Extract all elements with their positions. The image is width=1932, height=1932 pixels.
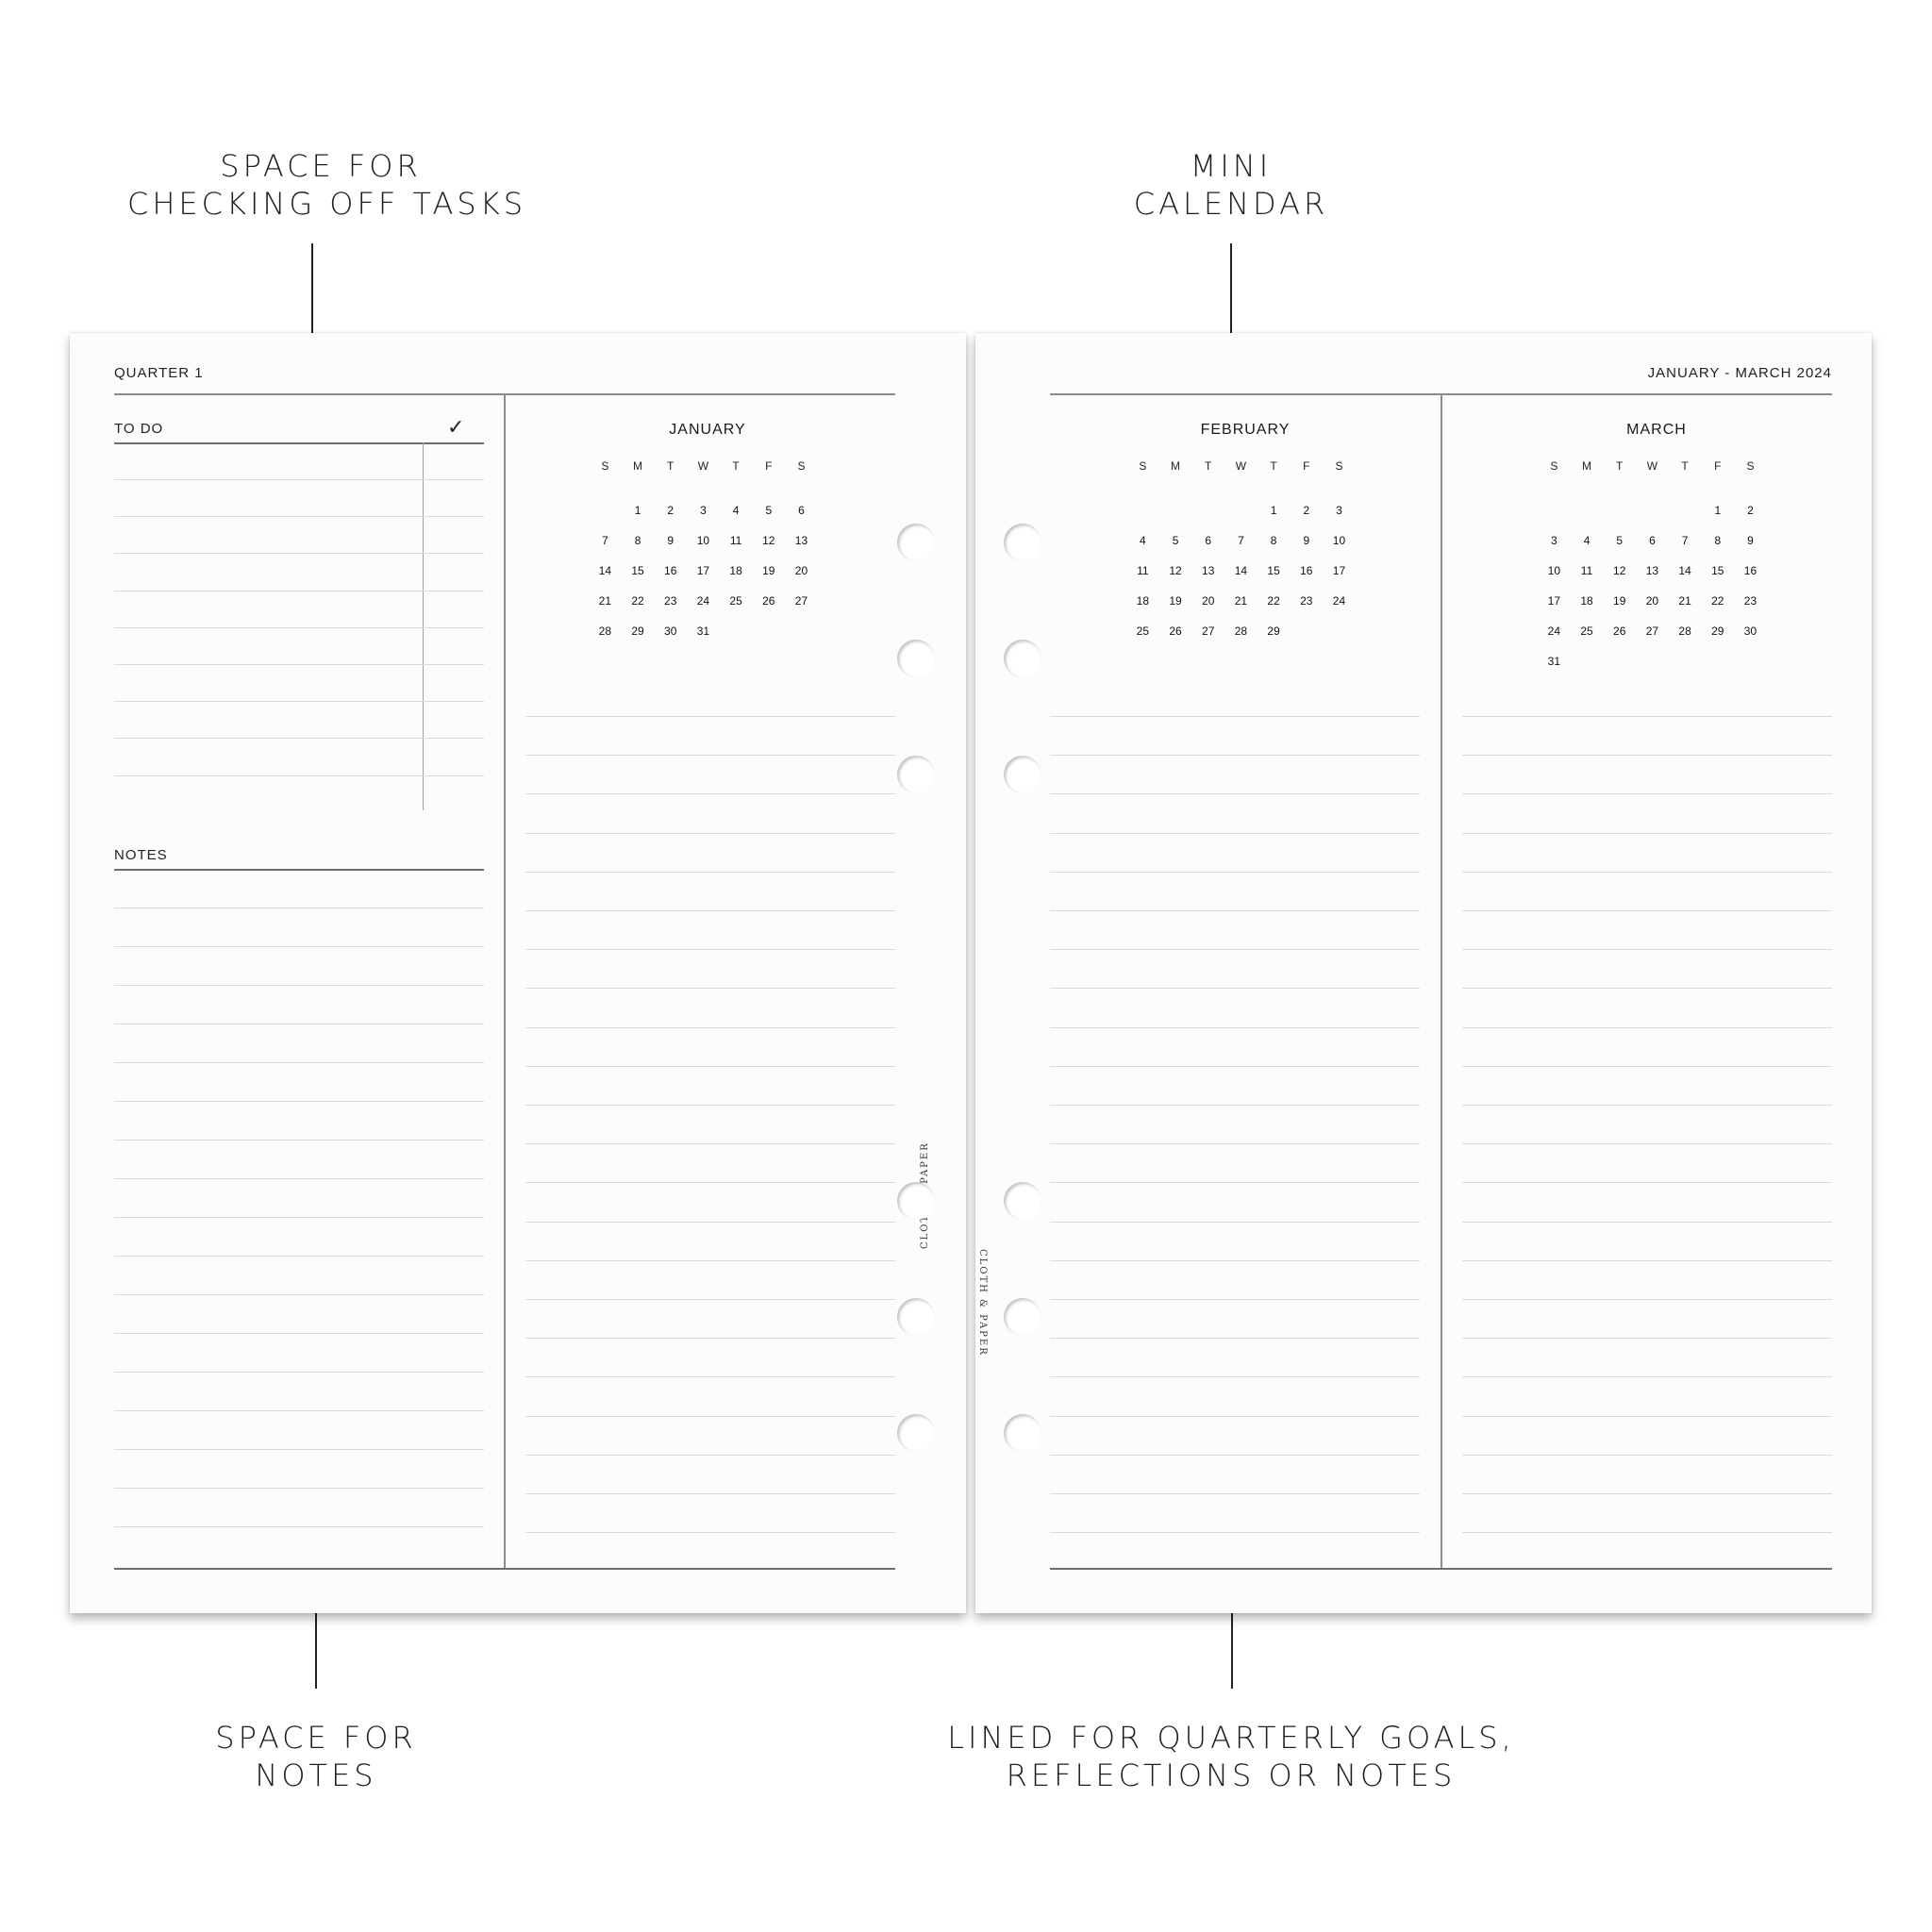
ruled-line: [1462, 910, 1832, 911]
ruled-line: [525, 716, 895, 717]
ruled-line: [1462, 1299, 1832, 1300]
calendar-weekday: T: [1616, 459, 1624, 473]
calendar-month-title: FEBRUARY: [1200, 422, 1291, 438]
calendar-day: 23: [664, 594, 677, 608]
ruled-line: [525, 910, 895, 911]
binder-hole: [1004, 1182, 1041, 1220]
calendar-day: 24: [1332, 594, 1346, 608]
calendar-day: 5: [1616, 534, 1624, 547]
ruled-line: [1462, 1222, 1832, 1223]
ruled-line: [1050, 1260, 1420, 1261]
ruled-line: [114, 1140, 484, 1141]
calendar-day: 25: [729, 594, 742, 608]
ruled-line: [1050, 1376, 1420, 1377]
calendar-day: 13: [794, 534, 808, 547]
ruled-line: [1050, 988, 1420, 989]
ruled-line: [1462, 1182, 1832, 1183]
calendar-grid: [1538, 456, 1775, 676]
ruled-line: [114, 985, 484, 986]
calendar-day: 28: [598, 625, 612, 638]
calendar-day: 29: [1711, 625, 1724, 638]
page-header-date-range: JANUARY - MARCH 2024: [1647, 365, 1832, 381]
ruled-line: [1462, 1027, 1832, 1028]
ruled-line: [525, 1455, 895, 1456]
ruled-line: [114, 1178, 484, 1179]
calendar-weekday: M: [1171, 459, 1181, 473]
calendar-day: 27: [794, 594, 808, 608]
ruled-line: [1050, 1338, 1420, 1339]
calendar-day: 22: [1711, 594, 1724, 608]
mini-calendar-january: [589, 422, 826, 646]
calendar-day: 15: [1267, 564, 1280, 577]
ruled-line: [1050, 872, 1420, 873]
ruled-line: [114, 701, 484, 702]
calendar-day: 4: [732, 504, 740, 517]
mini-calendar-march: [1538, 422, 1775, 676]
calendar-day: 23: [1300, 594, 1313, 608]
ruled-line: [1050, 755, 1420, 756]
mini-calendar-february: [1126, 422, 1364, 646]
ruled-line: [525, 1532, 895, 1533]
calendar-day: 31: [1547, 655, 1561, 668]
calendar-day: 10: [1547, 564, 1561, 577]
calendar-empty-cell: [1126, 495, 1159, 525]
ruled-line: [1462, 793, 1832, 794]
footer-divider: [1050, 1568, 1832, 1570]
calendar-day: 11: [1137, 564, 1149, 577]
binder-hole: [1004, 524, 1041, 561]
calendar-day: 15: [1711, 564, 1724, 577]
ruled-line: [1462, 1066, 1832, 1067]
calendar-day: 19: [1169, 594, 1182, 608]
ruled-line: [1050, 1143, 1420, 1144]
footer-divider: [114, 1568, 895, 1570]
calendar-day: 25: [1136, 625, 1150, 638]
ruled-line: [1462, 872, 1832, 873]
ruled-line: [114, 1526, 484, 1527]
calendar-day: 10: [1332, 534, 1346, 547]
calendar-day: 6: [1205, 534, 1212, 547]
calendar-day: 7: [1681, 534, 1689, 547]
calendar-day: 13: [1202, 564, 1215, 577]
calendar-day: 16: [1300, 564, 1313, 577]
binder-hole: [897, 1414, 935, 1452]
ruled-line: [525, 1105, 895, 1106]
ruled-line: [114, 1101, 484, 1102]
calendar-empty-cell: [1636, 495, 1669, 525]
calendar-weekday: T: [667, 459, 675, 473]
calendar-day: 5: [765, 504, 773, 517]
ruled-line: [114, 553, 484, 554]
binder-hole: [1004, 640, 1041, 677]
annotation-notes: [165, 1719, 467, 1794]
calendar-day: 17: [696, 564, 710, 577]
annotation-mini-calendar-line-2: CALENDAR: [1133, 186, 1329, 222]
calendar-day: 18: [1580, 594, 1593, 608]
calendar-day: 18: [1136, 594, 1150, 608]
calendar-day: 1: [1270, 504, 1277, 517]
calendar-day: 4: [1583, 534, 1591, 547]
calendar-day: 3: [700, 504, 707, 517]
calendar-day: 8: [1270, 534, 1277, 547]
ruled-line: [525, 793, 895, 794]
calendar-weekday: T: [1681, 459, 1689, 473]
brand-imprint: CLOTH & PAPER: [977, 1249, 988, 1357]
ruled-line: [525, 833, 895, 834]
ruled-line: [1462, 1105, 1832, 1106]
ruled-line: [525, 1376, 895, 1377]
calendar-day: 7: [602, 534, 608, 547]
calendar-day: 30: [664, 625, 677, 638]
calendar-empty-cell: [1538, 495, 1571, 525]
page-header-quarter: QUARTER 1: [114, 365, 204, 381]
notes-label: NOTES: [114, 847, 168, 863]
calendar-day: 17: [1547, 594, 1561, 608]
ruled-line: [114, 1372, 484, 1373]
calendar-weekday: F: [765, 459, 773, 473]
ruled-line: [525, 988, 895, 989]
calendar-day: 6: [1649, 534, 1656, 547]
annotation-lined-line-1: LINED FOR QUARTERLY GOALS,: [947, 1720, 1515, 1756]
calendar-day: 16: [1743, 564, 1757, 577]
calendar-day: 21: [1678, 594, 1691, 608]
binder-hole: [1004, 756, 1041, 793]
ruled-line: [1050, 1532, 1420, 1533]
ruled-line: [1462, 833, 1832, 834]
calendar-day: 16: [664, 564, 677, 577]
calendar-day: 24: [696, 594, 710, 608]
ruled-line: [1050, 1105, 1420, 1106]
calendar-day: 11: [1580, 564, 1593, 577]
calendar-day: 12: [1613, 564, 1626, 577]
planner-page-left: [70, 333, 966, 1613]
ruled-line: [114, 1062, 484, 1063]
ruled-line: [1050, 716, 1420, 717]
calendar-day: 24: [1547, 625, 1561, 638]
notes-header-rule: [114, 869, 484, 871]
annotation-mini-calendar-line-1: MINI: [1190, 148, 1273, 184]
ruled-line: [1462, 1260, 1832, 1261]
binder-hole: [897, 756, 935, 793]
calendar-weekday: M: [1582, 459, 1592, 473]
calendar-weekday: S: [797, 459, 806, 473]
calendar-day: 25: [1580, 625, 1593, 638]
ruled-line: [114, 1410, 484, 1411]
calendar-day: 7: [1238, 534, 1244, 547]
calendar-day: 19: [1613, 594, 1626, 608]
ruled-line: [114, 1333, 484, 1334]
calendar-day: 3: [1551, 534, 1557, 547]
calendar-weekday: W: [697, 459, 709, 473]
ruled-line: [114, 627, 484, 628]
calendar-month-title: MARCH: [1626, 422, 1687, 438]
ruled-line: [525, 1143, 895, 1144]
annotation-mini-calendar: [1085, 147, 1377, 223]
binder-hole: [897, 1182, 935, 1220]
calendar-day: 26: [1613, 625, 1626, 638]
calendar-day: 29: [1267, 625, 1280, 638]
ruled-line: [1050, 949, 1420, 950]
ruled-line: [114, 1256, 484, 1257]
calendar-day: 26: [762, 594, 775, 608]
ruled-line: [525, 1260, 895, 1261]
ruled-line: [114, 1294, 484, 1295]
ruled-line: [525, 755, 895, 756]
calendar-day: 21: [598, 594, 612, 608]
calendar-day: 20: [794, 564, 808, 577]
ruled-line: [1462, 1455, 1832, 1456]
calendar-weekday: T: [1270, 459, 1277, 473]
ruled-line: [1050, 1493, 1420, 1494]
ruled-line: [1050, 1299, 1420, 1300]
calendar-empty-cell: [1603, 495, 1636, 525]
ruled-line: [1050, 1455, 1420, 1456]
binder-hole: [1004, 1298, 1041, 1336]
calendar-weekday: F: [1303, 459, 1310, 473]
calendar-day: 9: [667, 534, 675, 547]
ruled-line: [114, 1449, 484, 1450]
calendar-weekday: S: [1550, 459, 1558, 473]
ruled-line: [525, 949, 895, 950]
calendar-grid: [589, 456, 826, 646]
ruled-line: [525, 1027, 895, 1028]
ruled-line: [525, 1222, 895, 1223]
ruled-line: [1050, 1182, 1420, 1183]
calendar-day: 9: [1303, 534, 1310, 547]
calendar-day: 8: [634, 534, 641, 547]
calendar-day: 27: [1202, 625, 1215, 638]
ruled-line: [1050, 793, 1420, 794]
ruled-line: [114, 664, 484, 665]
calendar-day: 30: [1743, 625, 1757, 638]
ruled-line: [1462, 1493, 1832, 1494]
annotation-tasks-line-1: SPACE FOR: [220, 148, 422, 184]
todo-header-rule: [114, 442, 484, 444]
ruled-line: [114, 775, 484, 776]
ruled-line: [114, 516, 484, 517]
calendar-month-title: JANUARY: [669, 422, 746, 438]
ruled-line: [525, 1182, 895, 1183]
planner-page-right: [975, 333, 1872, 1613]
ruled-line: [1050, 1027, 1420, 1028]
calendar-day: 5: [1172, 534, 1179, 547]
column-divider: [1441, 393, 1442, 1568]
calendar-day: 10: [696, 534, 710, 547]
calendar-day: 1: [1714, 504, 1722, 517]
binder-hole: [1004, 1414, 1041, 1452]
checkmark-icon: ✓: [447, 416, 465, 440]
annotation-notes-line-1: SPACE FOR: [215, 1720, 417, 1756]
calendar-day: 21: [1234, 594, 1248, 608]
calendar-weekday: W: [1646, 459, 1658, 473]
calendar-day: 4: [1140, 534, 1146, 547]
column-divider: [504, 393, 506, 1568]
calendar-day: 1: [634, 504, 641, 517]
calendar-day: 8: [1714, 534, 1722, 547]
calendar-weekday: F: [1714, 459, 1722, 473]
calendar-day: 19: [762, 564, 775, 577]
calendar-day: 2: [667, 504, 675, 517]
ruled-line: [1050, 1066, 1420, 1067]
calendar-day: 9: [1747, 534, 1754, 547]
calendar-day: 2: [1747, 504, 1754, 517]
ruled-line: [1462, 1338, 1832, 1339]
ruled-line: [525, 1416, 895, 1417]
ruled-line: [1462, 949, 1832, 950]
calendar-day: 20: [1202, 594, 1215, 608]
ruled-line: [1050, 833, 1420, 834]
calendar-weekday: T: [1205, 459, 1212, 473]
calendar-empty-cell: [1159, 495, 1192, 525]
annotation-notes-line-2: NOTES: [255, 1757, 377, 1793]
calendar-day: 12: [762, 534, 775, 547]
ruled-line: [114, 946, 484, 947]
ruled-line: [1462, 1416, 1832, 1417]
ruled-line: [525, 1493, 895, 1494]
calendar-empty-cell: [1571, 495, 1604, 525]
calendar-day: 14: [1678, 564, 1691, 577]
calendar-day: 22: [631, 594, 644, 608]
ruled-line: [1050, 910, 1420, 911]
binder-hole: [897, 1298, 935, 1336]
calendar-day: 3: [1336, 504, 1342, 517]
ruled-line: [525, 1338, 895, 1339]
calendar-weekday: S: [601, 459, 609, 473]
calendar-day: 13: [1645, 564, 1659, 577]
calendar-day: 28: [1678, 625, 1691, 638]
ruled-line: [1050, 1222, 1420, 1223]
calendar-empty-cell: [1191, 495, 1224, 525]
binder-hole: [897, 640, 935, 677]
calendar-empty-cell: [589, 495, 622, 525]
ruled-line: [1462, 1376, 1832, 1377]
calendar-day: 14: [598, 564, 612, 577]
calendar-day: 22: [1267, 594, 1280, 608]
ruled-line: [1462, 716, 1832, 717]
ruled-line: [114, 479, 484, 480]
calendar-empty-cell: [1224, 495, 1257, 525]
calendar-day: 12: [1169, 564, 1182, 577]
annotation-tasks: [127, 147, 527, 223]
calendar-grid: [1126, 456, 1364, 646]
ruled-line: [114, 1488, 484, 1489]
calendar-weekday: M: [633, 459, 643, 473]
calendar-day: 15: [631, 564, 644, 577]
calendar-weekday: S: [1746, 459, 1755, 473]
calendar-day: 18: [729, 564, 742, 577]
calendar-day: 20: [1645, 594, 1659, 608]
ruled-line: [1050, 1416, 1420, 1417]
ruled-line: [525, 872, 895, 873]
calendar-weekday: W: [1235, 459, 1247, 473]
calendar-day: 6: [798, 504, 805, 517]
ruled-line: [1462, 988, 1832, 989]
ruled-line: [114, 1217, 484, 1218]
calendar-day: 29: [631, 625, 644, 638]
calendar-day: 14: [1234, 564, 1248, 577]
binder-hole: [897, 524, 935, 561]
calendar-day: 28: [1234, 625, 1248, 638]
ruled-line: [1462, 755, 1832, 756]
calendar-weekday: S: [1139, 459, 1147, 473]
ruled-line: [525, 1066, 895, 1067]
annotation-tasks-line-2: CHECKING OFF TASKS: [127, 186, 527, 222]
ruled-line: [1462, 1143, 1832, 1144]
calendar-day: 2: [1303, 504, 1310, 517]
ruled-line: [1462, 1532, 1832, 1533]
calendar-day: 27: [1645, 625, 1659, 638]
calendar-day: 26: [1169, 625, 1182, 638]
todo-label: TO DO: [114, 421, 164, 437]
calendar-day: 17: [1332, 564, 1346, 577]
calendar-day: 31: [696, 625, 710, 638]
ruled-line: [114, 738, 484, 739]
calendar-weekday: S: [1335, 459, 1343, 473]
calendar-empty-cell: [1669, 495, 1702, 525]
calendar-day: 11: [729, 534, 742, 547]
calendar-weekday: T: [732, 459, 740, 473]
calendar-day: 23: [1743, 594, 1757, 608]
annotation-lined: [934, 1719, 1528, 1794]
annotation-lined-line-2: REFLECTIONS OR NOTES: [1006, 1757, 1457, 1793]
ruled-line: [525, 1299, 895, 1300]
